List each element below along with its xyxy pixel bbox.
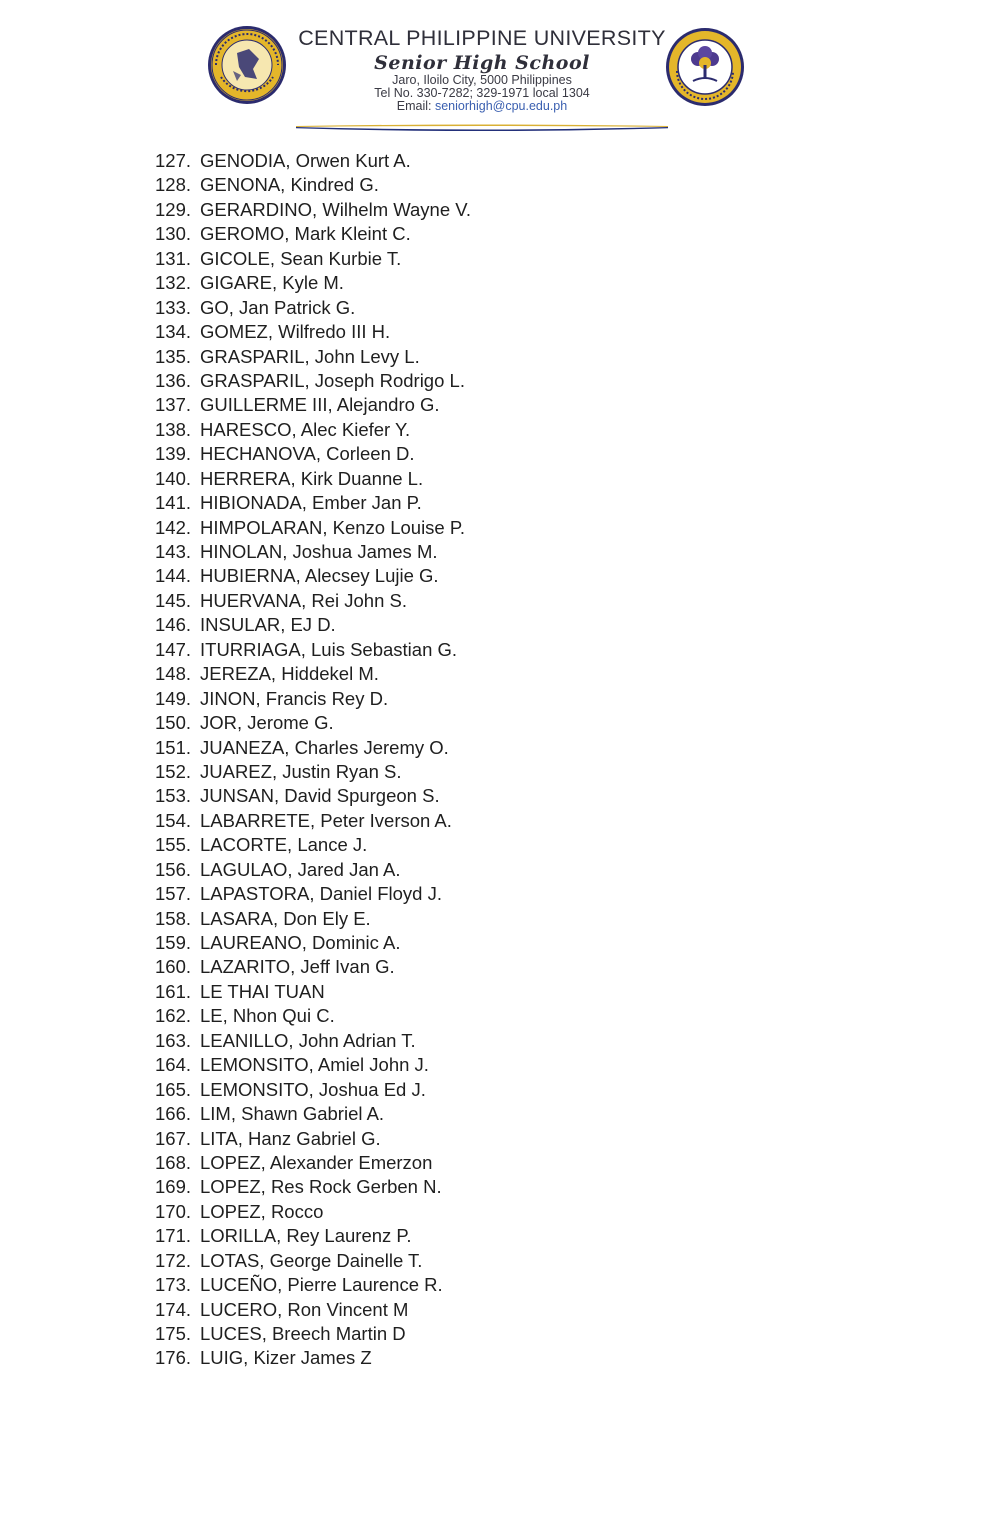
student-name: JINON, Francis Rey D.: [200, 687, 389, 709]
list-item: [155, 271, 471, 295]
list-item: [155, 858, 471, 882]
list-item: [155, 1175, 471, 1199]
list-item: [155, 613, 471, 637]
student-name: HIMPOLARAN, Kenzo Louise P.: [200, 516, 465, 538]
item-number: 153.: [155, 785, 192, 807]
list-item: [155, 1151, 471, 1175]
item-number: 155.: [155, 834, 192, 856]
list-item: [155, 369, 471, 393]
address: Jaro, Iloilo City, 5000 Philippines: [392, 73, 572, 87]
list-item: [155, 393, 471, 417]
item-number: 157.: [155, 883, 192, 905]
student-name: LEMONSITO, Amiel John J.: [200, 1054, 429, 1076]
list-item: [155, 247, 471, 271]
list-item: [155, 907, 471, 931]
item-number: 168.: [155, 1151, 192, 1173]
student-list: [155, 149, 471, 1371]
item-number: 164.: [155, 1054, 192, 1076]
student-name: LOPEZ, Res Rock Gerben N.: [200, 1176, 442, 1198]
item-number: 137.: [155, 394, 192, 416]
student-name: GRASPARIL, Joseph Rodrigo L.: [200, 369, 465, 391]
student-name: LE THAI TUAN: [200, 980, 325, 1002]
item-number: 171.: [155, 1225, 192, 1247]
item-number: 154.: [155, 809, 192, 831]
item-number: 173.: [155, 1274, 192, 1296]
list-item: [155, 662, 471, 686]
list-item: [155, 955, 471, 979]
item-number: 130.: [155, 223, 192, 245]
student-name: LUCERO, Ron Vincent M: [200, 1298, 409, 1320]
student-name: GO, Jan Patrick G.: [200, 296, 356, 318]
list-item: [155, 1322, 471, 1346]
item-number: 129.: [155, 198, 192, 220]
university-seal-logo: [207, 25, 287, 105]
item-number: 147.: [155, 638, 192, 660]
list-item: [155, 1102, 471, 1126]
student-name: HERRERA, Kirk Duanne L.: [200, 467, 424, 489]
student-name: ITURRIAGA, Luis Sebastian G.: [200, 638, 458, 660]
list-item: [155, 1053, 471, 1077]
list-item: [155, 1200, 471, 1224]
item-number: 139.: [155, 443, 192, 465]
list-item: [155, 1029, 471, 1053]
student-name: LITA, Hanz Gabriel G.: [200, 1127, 381, 1149]
list-item: [155, 418, 471, 442]
list-item: [155, 198, 471, 222]
student-name: LORILLA, Rey Laurenz P.: [200, 1225, 412, 1247]
item-number: 166.: [155, 1103, 192, 1125]
student-name: GIGARE, Kyle M.: [200, 272, 344, 294]
student-name: HINOLAN, Joshua James M.: [200, 541, 438, 562]
item-number: 169.: [155, 1176, 192, 1198]
item-number: 162.: [155, 1005, 192, 1027]
student-name: LOPEZ, Alexander Emerzon: [200, 1151, 433, 1173]
item-number: 133.: [155, 296, 192, 318]
item-number: 158.: [155, 907, 192, 929]
student-name: LABARRETE, Peter Iverson A.: [200, 809, 452, 831]
letterhead: [0, 0, 1000, 140]
list-item: [155, 564, 471, 588]
student-name: LUCEÑO, Pierre Laurence R.: [200, 1274, 443, 1296]
student-name: GENODIA, Orwen Kurt A.: [200, 150, 411, 171]
student-name: JUAREZ, Justin Ryan S.: [200, 760, 402, 782]
item-number: 146.: [155, 614, 192, 636]
list-item: [155, 1273, 471, 1297]
list-item: [155, 687, 471, 711]
list-item: [155, 516, 471, 540]
item-number: 174.: [155, 1298, 192, 1320]
list-item: [155, 736, 471, 760]
item-number: 165.: [155, 1078, 192, 1100]
student-name: HUERVANA, Rei John S.: [200, 589, 408, 611]
item-number: 134.: [155, 321, 192, 343]
item-number: 148.: [155, 663, 192, 685]
student-name: JOR, Jerome G.: [200, 712, 334, 734]
list-item: [155, 442, 471, 466]
student-name: LEMONSITO, Joshua Ed J.: [200, 1078, 426, 1100]
student-name: LACORTE, Lance J.: [200, 834, 368, 856]
student-name: HARESCO, Alec Kiefer Y.: [200, 418, 411, 440]
item-number: 150.: [155, 712, 192, 734]
student-name: GUILLERME III, Alejandro G.: [200, 394, 440, 416]
student-name: LOTAS, George Dainelle T.: [200, 1249, 423, 1271]
item-number: 172.: [155, 1249, 192, 1271]
item-number: 149.: [155, 687, 192, 709]
student-name: LAZARITO, Jeff Ivan G.: [200, 956, 395, 978]
item-number: 132.: [155, 272, 192, 294]
list-item: [155, 1127, 471, 1151]
student-name: LEANILLO, John Adrian T.: [200, 1029, 416, 1051]
item-number: 160.: [155, 956, 192, 978]
list-item: [155, 809, 471, 833]
item-number: 145.: [155, 589, 192, 611]
list-item: [155, 320, 471, 344]
list-item: [155, 149, 471, 173]
item-number: 163.: [155, 1029, 192, 1051]
list-item: [155, 931, 471, 955]
item-number: 128.: [155, 174, 192, 196]
student-name: HECHANOVA, Corleen D.: [200, 443, 415, 465]
student-name: LUIG, Kizer James Z: [200, 1347, 372, 1369]
student-name: LUCES, Breech Martin D: [200, 1323, 406, 1344]
student-name: JUANEZA, Charles Jeremy O.: [200, 736, 449, 758]
item-number: 131.: [155, 247, 192, 269]
student-name: LOPEZ, Rocco: [200, 1200, 324, 1222]
list-item: [155, 491, 471, 515]
list-item: [155, 980, 471, 1004]
senior-high-seal-logo: [665, 27, 745, 107]
student-name: GENONA, Kindred G.: [200, 174, 379, 196]
student-name: LAPASTORA, Daniel Floyd J.: [200, 883, 442, 905]
school-name: Senior High School: [374, 52, 590, 74]
list-item: [155, 1078, 471, 1102]
list-item: [155, 540, 471, 564]
student-name: HIBIONADA, Ember Jan P.: [200, 492, 422, 514]
list-item: [155, 222, 471, 246]
email-address[interactable]: seniorhigh@cpu.edu.ph: [434, 99, 568, 113]
item-number: 138.: [155, 418, 192, 440]
list-item: [155, 1298, 471, 1322]
item-number: 135.: [155, 345, 192, 367]
list-item: [155, 638, 471, 662]
email-label: Email:: [396, 99, 435, 113]
item-number: 141.: [155, 492, 192, 514]
item-number: 167.: [155, 1127, 192, 1149]
list-item: [155, 1346, 471, 1370]
student-name: LE, Nhon Qui C.: [200, 1005, 335, 1027]
student-name: INSULAR, EJ D.: [200, 614, 336, 636]
item-number: 143.: [155, 541, 192, 562]
student-name: JEREZA, Hiddekel M.: [200, 663, 379, 685]
item-number: 127.: [155, 150, 192, 171]
item-number: 159.: [155, 932, 192, 953]
list-item: [155, 833, 471, 857]
student-name: LAGULAO, Jared Jan A.: [200, 858, 401, 880]
student-name: GRASPARIL, John Levy L.: [200, 345, 420, 367]
item-number: 170.: [155, 1200, 192, 1222]
telephone: Tel No. 330-7282; 329-1971 local 1304: [374, 86, 590, 100]
list-item: [155, 589, 471, 613]
list-item: [155, 1249, 471, 1273]
item-number: 161.: [155, 980, 192, 1002]
student-name: GOMEZ, Wilfredo III H.: [200, 321, 391, 343]
item-number: 152.: [155, 760, 192, 782]
email-line: [296, 100, 668, 113]
item-number: 156.: [155, 858, 192, 880]
header-divider: [296, 123, 668, 131]
student-name: LAUREANO, Dominic A.: [200, 932, 401, 953]
university-name: CENTRAL PHILIPPINE UNIVERSITY: [298, 26, 666, 50]
list-item: [155, 467, 471, 491]
student-name: GERARDINO, Wilhelm Wayne V.: [200, 198, 472, 220]
list-item: [155, 345, 471, 369]
item-number: 176.: [155, 1347, 192, 1369]
student-name: LASARA, Don Ely E.: [200, 907, 371, 929]
student-name: GICOLE, Sean Kurbie T.: [200, 247, 402, 269]
item-number: 175.: [155, 1323, 192, 1344]
item-number: 140.: [155, 467, 192, 489]
list-item: [155, 882, 471, 906]
list-item: [155, 760, 471, 784]
item-number: 136.: [155, 369, 192, 391]
list-item: [155, 784, 471, 808]
list-item: [155, 1224, 471, 1248]
student-name: GEROMO, Mark Kleint C.: [200, 223, 411, 245]
list-item: [155, 711, 471, 735]
student-name: JUNSAN, David Spurgeon S.: [200, 785, 440, 807]
letterhead-text: [296, 24, 668, 113]
item-number: 151.: [155, 736, 192, 758]
list-item: [155, 1004, 471, 1028]
item-number: 142.: [155, 516, 192, 538]
list-item: [155, 296, 471, 320]
student-name: LIM, Shawn Gabriel A.: [200, 1103, 385, 1125]
item-number: 144.: [155, 565, 192, 587]
list-item: [155, 173, 471, 197]
student-name: HUBIERNA, Alecsey Lujie G.: [200, 565, 439, 587]
